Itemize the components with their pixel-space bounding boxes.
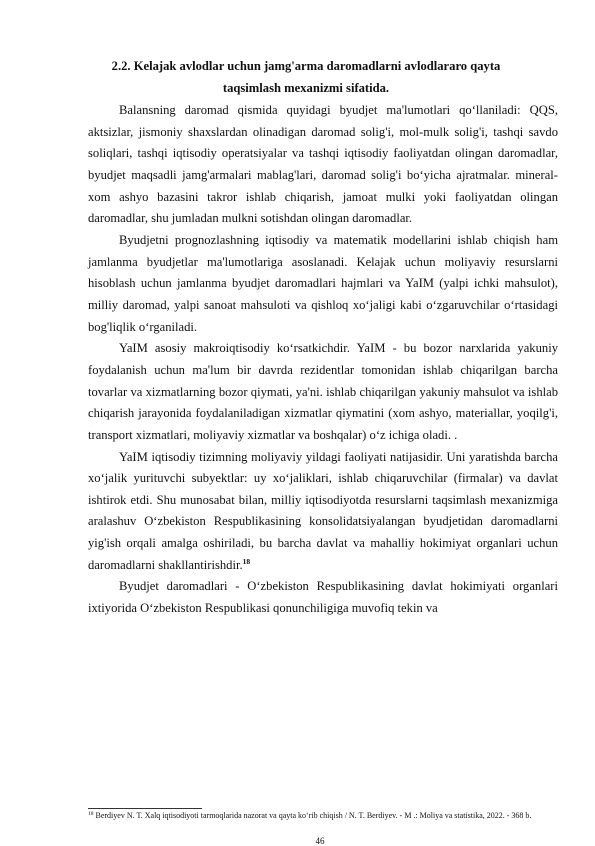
footnote-divider [88, 808, 202, 809]
paragraph [88, 100, 558, 230]
paragraph-text: Balansning daromad qismida quyidagi byudjet ma'lumotlari qo‘llaniladi: QQS, aktsizlar, jismoniy shaxslardan olinadigan daromad solig'i, mol-mulk solig'i, tashqi savdo soliqlari, tashqi iqtisodiy operatsiyalar va tashqi iqtisodiy faoliyatdan olingan daromadlar, byudjet maqsadli jamg'armalari mablag'lari, daromad solig'i bo‘yicha ajratmalar. mineral-xom ashyo bazasini takror ishlab chiqarish, jamoat mulki yoki faoliyatdan olingan daromadlar, shu jumladan mulkni sotishdan olingan daromadlar. [88, 103, 558, 226]
footnote-number: 18 [88, 811, 94, 817]
paragraph-text: Byudjetni prognozlashning iqtisodiy va matematik modellarini ishlab chiqish ham jamlanma byudjetlar ma'lumotlariga asoslanadi. Kelajak uchun moliyaviy resurslarni hisoblash uchun jamlanma byudjet daromadlari hajmlari va YaIM (yalpi ichki mahsulot), milliy daromad, yalpi sanoat mahsuloti va qishloq xo‘jaligi kabi o‘zgaruvchilar o‘rtasidagi bog'liqlik o‘rganiladi. [88, 232, 558, 334]
paragraph-text: Byudjet daromadlari - O‘zbekiston Respublikasining davlat hokimiyati organlari ixtiyorida O‘zbekiston Respublikasi qonunchiligiga muvofiq tekin va [88, 579, 558, 616]
paragraph [88, 338, 558, 446]
footnote-text: Berdiyev N. T. Xalq iqtisodiyoti tarmoqlarida nazorat va qayta ko‘rib chiqish / N. T. Berdiyev. - M .: Moliya va statistika, 2022. - 368 b. [95, 811, 532, 820]
paragraph [88, 576, 558, 619]
paragraph [88, 230, 558, 338]
paragraph-text: YaIM asosiy makroiqtisodiy ko‘rsatkichdir. YaIM - bu bozor narxlarida yakuniy foydalanish uchun ma'lum bir davrda rezidentlar tomonidan ishlab chiqarilgan barcha tovarlar va xizmatlarning bozor qiymati, ya'ni. ishlab chiqarilgan yakuniy mahsulot va ishlab chiqarish jarayonida foydalaniladigan xizmatlar qiymatini (xom ashyo, materiallar, yoqilg'i, transport xizmatlari, moliyaviy xizmatlar va boshqalar) o‘z ichiga oladi. . [88, 341, 558, 442]
page-number: 46 [315, 836, 325, 846]
paragraph-text: YaIM iqtisodiy tizimning moliyaviy yildagi faoliyati natijasidir. Uni yaratishda barcha xo‘jalik yurituvchi subyektlar: uy xo‘jaliklari, ishlab chiqaruvchilar (firmalar) va davlat ishtirok etdi. Shu munosabat bilan, milliy iqtisodiyotda resurslarni taqsimlash mexanizmiga aralashuv O‘zbekiston Respublikasining konsolidatsiyalangan byudjetidan daromadlarni yig'ish orqali amalga oshiriladi, bu barcha davlat va mahalliy hokimiyat organlari uchun daromadlarni shakllantirishdir. [88, 449, 558, 572]
paragraph [88, 447, 558, 577]
footnote [88, 810, 558, 821]
footnote-reference[interactable]: 18 [242, 556, 251, 566]
section-title: 2.2. Kelajak avlodlar uchun jamg'arma daromadlarni avlodlararo qayta taqsimlash mexanizmi sifatida. [111, 59, 501, 95]
body-text [88, 100, 558, 620]
